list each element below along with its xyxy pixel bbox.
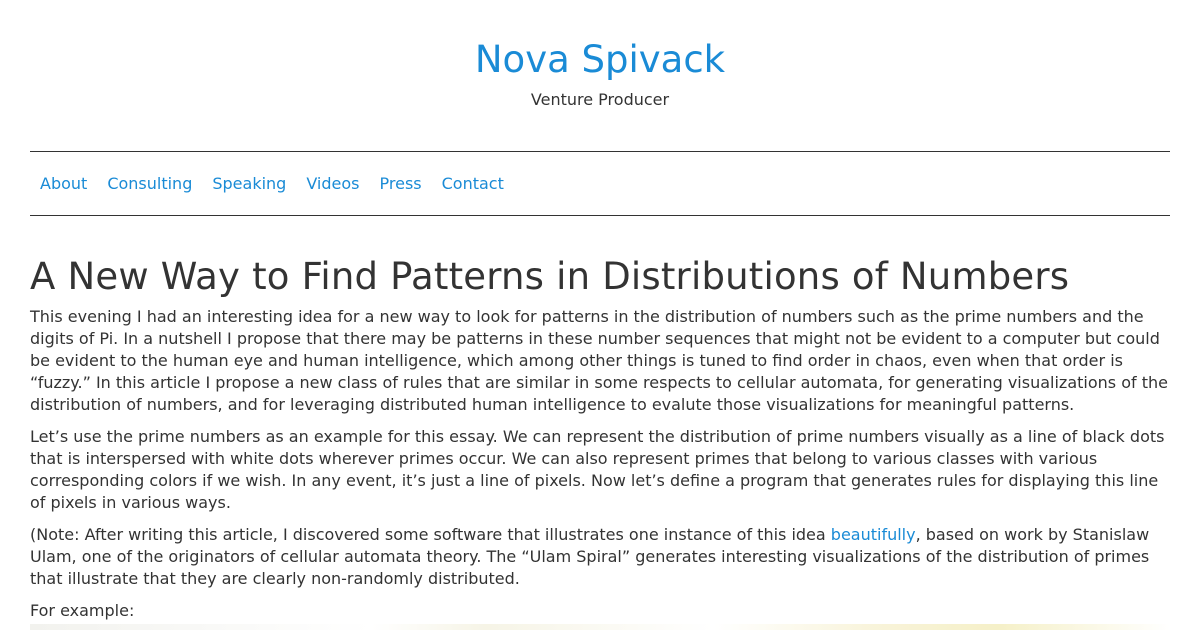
article-title: A New Way to Find Patterns in Distributions of Numbers	[30, 255, 1070, 298]
example-image-partial	[30, 624, 1170, 630]
article-paragraph-4: For example:	[30, 601, 135, 620]
article	[30, 254, 1170, 630]
nav-item-videos[interactable]: Videos	[306, 173, 360, 193]
paragraph-3-text-end: , based on work by Stanislaw Ulam, one of the originators of cellular automata theory. The “Ulam Spiral” generates interesting visualizations of the distribution of primes that illustrate that they are clearly non-randomly distributed.	[30, 525, 1150, 588]
paragraph-3-text-start: (Note: After writing this article, I discovered some software that illustrates one instance of this idea	[30, 525, 831, 544]
nav-item-speaking[interactable]: Speaking	[212, 173, 287, 193]
main-nav	[30, 151, 1170, 216]
beautifully-link[interactable]: beautifully	[830, 525, 916, 544]
article-paragraph-1: This evening I had an interesting idea for a new way to look for patterns in the distribution of numbers such as the prime numbers and the digits of Pi. In a nutshell I propose that there may be patterns in these number sequences that might not be evident to a computer but could be evident to the human eye and human intelligence, which among other things is tuned to find order in chaos, even when that order is “fuzzy.” In this article I propose a new class of rules that are similar in some respects to cellular automata, for generating visualizations of the distribution of numbers, and for leveraging distributed human intelligence to evalute those visualizations for meaningful patterns.	[30, 307, 1168, 414]
site-tagline: Venture Producer	[530, 90, 670, 109]
article-paragraph-2: Let’s use the prime numbers as an example for this essay. We can represent the distribution of prime numbers visually as a line of black dots that is interspersed with white dots wherever primes occur. We can also represent primes that belong to various classes with various corresponding colors if we wish. In any event, it’s just a line of pixels. Now let’s define a program that generates rules for displaying this line of pixels in various ways.	[30, 427, 1165, 512]
site-header	[0, 0, 1200, 110]
nav-item-contact[interactable]: Contact	[441, 173, 504, 193]
nav-item-consulting[interactable]: Consulting	[107, 173, 193, 193]
article-paragraph-3	[30, 524, 1170, 590]
nav-item-about[interactable]: About	[40, 173, 88, 193]
nav-item-press[interactable]: Press	[379, 173, 422, 193]
site-title-link[interactable]: Nova Spivack	[474, 38, 726, 81]
